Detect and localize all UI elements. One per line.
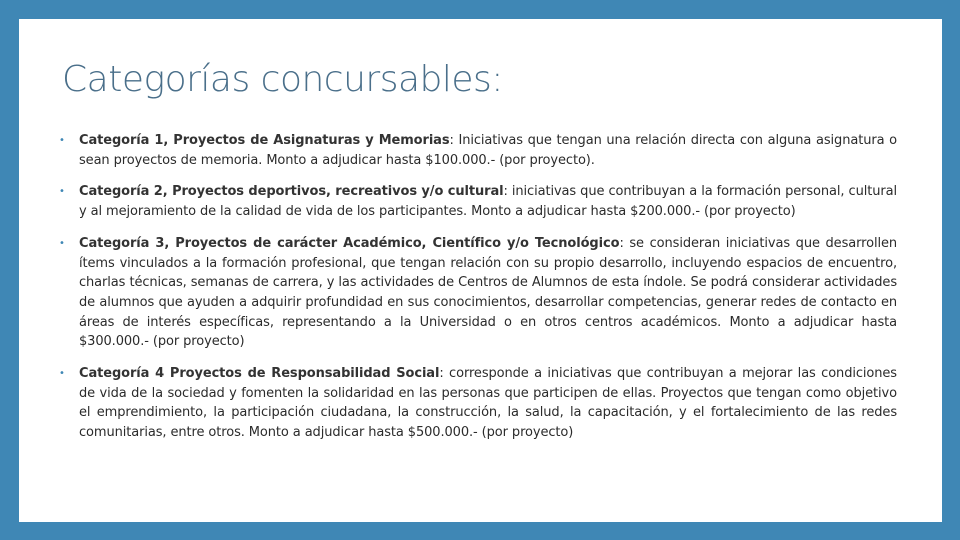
category-name: Categoría 3, Proyectos de carácter Académico, Científico y/o Tecnológico — [79, 235, 620, 251]
bullet-icon: • — [59, 135, 65, 146]
category-description: : iniciativas que contribuyan a la formación personal, cultural y al mejoramiento de la calidad de vida de los participantes. Monto a adjudicar hasta $200.000.- (por proyecto) — [79, 184, 897, 220]
category-description: : Iniciativas que tengan una relación directa con alguna asignatura o sean proyectos de memoria. Monto a adjudicar hasta $100.000.- (por proyecto). — [79, 133, 897, 168]
category-list — [59, 131, 898, 455]
bullet-icon: • — [59, 237, 65, 249]
category-description: : corresponde a iniciativas que contribuyan a mejorar las condiciones de vida de la sociedad y fomenten la solidaridad en las personas que participen de ellas. Proyectos que tengan como objetivo el emprendimiento, la participación ciudadana, la construcción, la salud, la capacitación, y el fortalecimiento de las redes comunitarias, entre otros. Monto a adjudicar hasta $500.000.- (por proyecto) — [79, 366, 897, 441]
bullet-icon: • — [59, 368, 65, 380]
bullet-icon: • — [59, 186, 65, 198]
category-name: Categoría 4 Proyectos de Responsabilidad Social — [79, 366, 440, 382]
category-name: Categoría 1, Proyectos de Asignaturas y Memorias — [79, 133, 450, 148]
list-item — [59, 234, 898, 352]
list-item — [59, 364, 897, 443]
slide-title: Categorías concursables: — [62, 59, 503, 100]
category-name: Categoría 2, Proyectos deportivos, recreativos y/o cultural — [79, 184, 504, 200]
list-item — [59, 131, 897, 170]
list-item — [59, 182, 897, 221]
slide — [19, 19, 942, 522]
category-description: : se consideran iniciativas que desarrollen ítems vinculados a la formación profesional, que tengan relación con su propio desarrollo, incluyendo espacios de encuentro, charlas técnicas, semanas de carrera, y las actividades de Centros de Alumnos de esta índole. Se podrá considerar actividades de alumnos que ayuden a adquirir profundidad en sus conocimientos, desarrollar competencias, generar redes de contacto en áreas de interés específicas, representando a la Universidad o en otros centros académicos. Monto a adjudicar hasta $300.000.- (por proyecto) — [79, 235, 898, 350]
